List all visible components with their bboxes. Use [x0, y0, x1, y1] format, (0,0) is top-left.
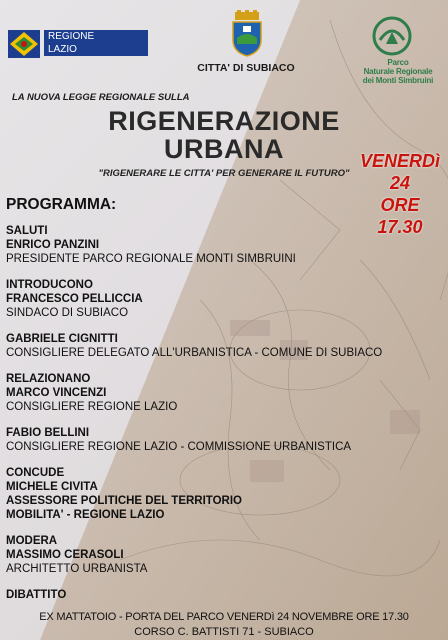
- date-number: 24: [389, 173, 411, 193]
- date-ore: ORE: [380, 195, 420, 215]
- speaker-role: CONSIGLIERE REGIONE LAZIO - COMMISSIONE URBANISTICA: [6, 441, 352, 453]
- title-line2: URBANA: [164, 134, 284, 164]
- lazio-line2: LAZIO: [48, 44, 77, 55]
- speaker-name: MASSIMO CERASOLI: [6, 549, 124, 561]
- lazio-label: [44, 30, 148, 56]
- lazio-line1: REGIONE: [48, 31, 95, 42]
- speaker-role: CONSIGLIERE REGIONE LAZIO: [6, 401, 178, 413]
- speaker-role: ARCHITETTO URBANISTA: [6, 563, 148, 575]
- footer-venue: EX MATTATOIO - PORTA DEL PARCO VENERDì 24 NOVEMBRE ORE 17.30: [39, 611, 409, 623]
- regione-lazio-logo: [6, 26, 148, 62]
- kicker-text: LA NUOVA LEGGE REGIONALE SULLA: [12, 92, 190, 103]
- section-heading: RELAZIONANO: [6, 373, 91, 385]
- parco-line1: Parco: [387, 58, 409, 67]
- program-sections: [6, 224, 436, 614]
- program-section-dibattito: [6, 588, 436, 602]
- speaker-role: CONSIGLIERE DELEGATO ALL'URBANISTICA - COMUNE DI SUBIACO: [6, 347, 383, 359]
- program-section-modera: [6, 534, 436, 576]
- speaker-role: PRESIDENTE PARCO REGIONALE MONTI SIMBRUINI: [6, 253, 296, 265]
- parco-line3: dei Monti Simbruini: [362, 76, 434, 85]
- section-heading: INTRODUCONO: [6, 279, 93, 291]
- title-line1: RIGENERAZIONE: [108, 106, 340, 136]
- section-heading: MODERA: [6, 535, 58, 547]
- speaker-name: FABIO BELLINI: [6, 427, 90, 439]
- speaker-name: ENRICO PANZINI: [6, 239, 100, 251]
- parco-logo-icon: [366, 14, 418, 58]
- program-section-saluti: [6, 224, 436, 266]
- program-section-introducono: [6, 278, 436, 320]
- speaker-name: MICHELE CIVITA: [6, 481, 98, 493]
- programma-title: PROGRAMMA:: [6, 196, 117, 213]
- speaker-name: MARCO VINCENZI: [6, 387, 107, 399]
- date-day: VENERDì: [359, 151, 440, 171]
- speaker-role: SINDACO DI SUBIACO: [6, 307, 129, 319]
- date-time: 17.30: [377, 217, 423, 237]
- parco-line2: Naturale Regionale: [363, 67, 433, 76]
- speaker-role: ASSESSORE POLITICHE DEL TERRITORIO: [6, 495, 242, 507]
- subiaco-crest-icon: [227, 10, 267, 58]
- lazio-shield-icon: [6, 28, 42, 60]
- program-section-bellini: [6, 426, 436, 454]
- section-heading: SALUTI: [6, 225, 48, 237]
- footer-address: CORSO C. BATTISTI 71 - SUBIACO: [134, 626, 314, 638]
- section-heading: DIBATTITO: [6, 589, 67, 601]
- speaker-name: GABRIELE CIGNITTI: [6, 333, 118, 345]
- program-section-concude: [6, 466, 436, 522]
- parco-label: [350, 58, 446, 85]
- speaker-name: FRANCESCO PELLICCIA: [6, 293, 143, 305]
- section-heading: CONCUDE: [6, 467, 65, 479]
- program-section-cignitti: [6, 332, 436, 360]
- speaker-role-2: MOBILITA' - REGIONE LAZIO: [6, 509, 165, 521]
- subiaco-label: CITTA' DI SUBIACO: [197, 62, 295, 74]
- subtitle: "RIGENERARE LE CITTA' PER GENERARE IL FUTURO": [98, 168, 350, 179]
- program-section-relazionano: [6, 372, 436, 414]
